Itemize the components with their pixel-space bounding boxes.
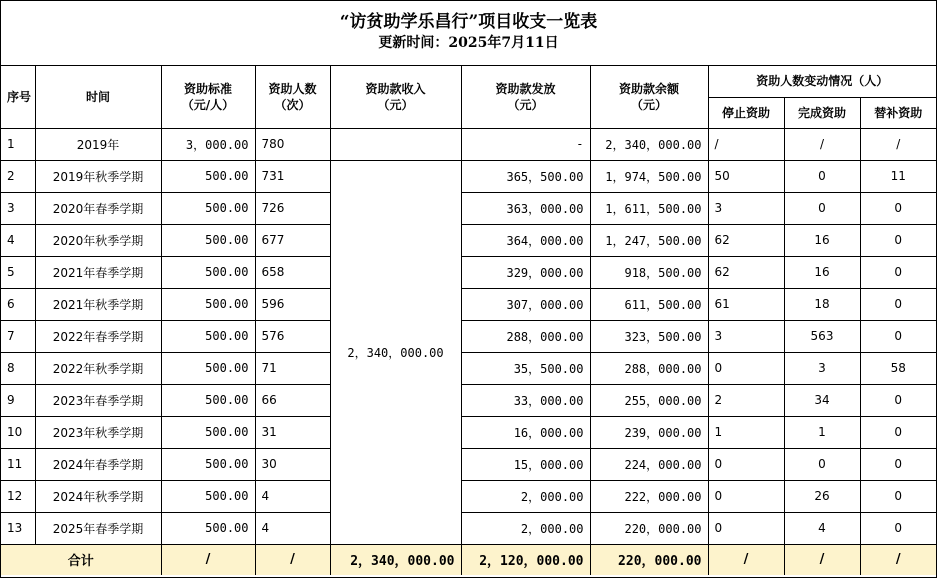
cell-income-blank[interactable] xyxy=(330,128,461,160)
cell-balance[interactable]: 288，000.00 xyxy=(590,352,708,384)
table-row xyxy=(1,160,936,192)
cell-seq[interactable]: 1 xyxy=(1,128,35,160)
cell-seq[interactable]: 4 xyxy=(1,224,35,256)
cell-completed[interactable]: 0 xyxy=(784,192,860,224)
header-count-line2: （次） xyxy=(274,97,311,112)
header-standard-line1: 资助标准 xyxy=(183,81,232,96)
cell-added[interactable]: 0 xyxy=(860,320,936,352)
cell-completed[interactable]: 34 xyxy=(784,384,860,416)
cell-balance[interactable]: 255，000.00 xyxy=(590,384,708,416)
header-standard-line2: （元/人） xyxy=(181,97,235,112)
total-added[interactable]: / xyxy=(860,544,936,575)
cell-standard[interactable]: 500.00 xyxy=(161,192,255,224)
cell-seq[interactable]: 7 xyxy=(1,320,35,352)
cell-standard[interactable]: 500.00 xyxy=(161,512,255,544)
header-added[interactable]: 替补资助 xyxy=(860,97,936,128)
cell-payout[interactable]: 2，000.00 xyxy=(461,480,590,512)
cell-stopped[interactable]: 0 xyxy=(708,480,784,512)
header-balance-line2: （元） xyxy=(630,97,667,112)
cell-added[interactable]: 0 xyxy=(860,288,936,320)
cell-payout[interactable]: 307，000.00 xyxy=(461,288,590,320)
cell-standard[interactable]: 500.00 xyxy=(161,416,255,448)
cell-payout[interactable]: 2，000.00 xyxy=(461,512,590,544)
table-body xyxy=(1,128,936,575)
cell-count[interactable]: 780 xyxy=(255,128,330,160)
cell-added[interactable]: 0 xyxy=(860,448,936,480)
cell-payout[interactable]: - xyxy=(461,128,590,160)
cell-completed[interactable]: 1 xyxy=(784,416,860,448)
cell-time[interactable]: 2024年春季学期 xyxy=(35,448,161,480)
cell-balance[interactable]: 220，000.00 xyxy=(590,512,708,544)
cell-stopped[interactable]: 3 xyxy=(708,320,784,352)
cell-time[interactable]: 2019年秋季学期 xyxy=(35,160,161,192)
header-income-line1: 资助款收入 xyxy=(365,81,426,96)
cell-count[interactable]: 726 xyxy=(255,192,330,224)
cell-balance[interactable]: 918，500.00 xyxy=(590,256,708,288)
cell-completed[interactable]: / xyxy=(784,128,860,160)
table-row xyxy=(1,384,936,416)
cell-seq[interactable]: 3 xyxy=(1,192,35,224)
cell-payout[interactable]: 329，000.00 xyxy=(461,256,590,288)
page-title: “访贫助学乐昌行”项目收支一览表 xyxy=(339,12,598,32)
cell-seq[interactable]: 6 xyxy=(1,288,35,320)
cell-seq[interactable]: 12 xyxy=(1,480,35,512)
cell-count[interactable]: 71 xyxy=(255,352,330,384)
title-block xyxy=(1,1,936,66)
cell-seq[interactable]: 8 xyxy=(1,352,35,384)
cell-payout[interactable]: 363，000.00 xyxy=(461,192,590,224)
cell-standard[interactable]: 500.00 xyxy=(161,288,255,320)
cell-seq[interactable]: 2 xyxy=(1,160,35,192)
cell-time[interactable]: 2023年春季学期 xyxy=(35,384,161,416)
cell-completed[interactable]: 4 xyxy=(784,512,860,544)
header-stopped[interactable]: 停止资助 xyxy=(708,97,784,128)
cell-count[interactable]: 677 xyxy=(255,224,330,256)
cell-added[interactable]: 0 xyxy=(860,512,936,544)
cell-time[interactable]: 2022年秋季学期 xyxy=(35,352,161,384)
cell-time[interactable]: 2020年秋季学期 xyxy=(35,224,161,256)
total-income[interactable]: 2，340，000.00 xyxy=(330,544,461,575)
cell-completed[interactable]: 16 xyxy=(784,224,860,256)
total-label[interactable]: 合计 xyxy=(1,544,161,575)
table-row xyxy=(1,480,936,512)
header-payout-line1: 资助款发放 xyxy=(495,81,556,96)
header-completed[interactable]: 完成资助 xyxy=(784,97,860,128)
cell-count[interactable]: 4 xyxy=(255,480,330,512)
header-income-line2: （元） xyxy=(377,97,414,112)
header-count-line1: 资助人数 xyxy=(268,81,317,96)
cell-stopped[interactable]: 61 xyxy=(708,288,784,320)
cell-time[interactable]: 2020年春季学期 xyxy=(35,192,161,224)
header-standard[interactable] xyxy=(161,66,255,128)
cell-payout[interactable]: 35，500.00 xyxy=(461,352,590,384)
cell-completed[interactable]: 3 xyxy=(784,352,860,384)
total-standard[interactable]: / xyxy=(161,544,255,575)
cell-added[interactable]: 0 xyxy=(860,416,936,448)
header-payout[interactable] xyxy=(461,66,590,128)
table-row xyxy=(1,320,936,352)
cell-stopped[interactable]: 1 xyxy=(708,416,784,448)
cell-payout[interactable]: 15，000.00 xyxy=(461,448,590,480)
table-row xyxy=(1,352,936,384)
cell-time[interactable]: 2024年秋季学期 xyxy=(35,480,161,512)
cell-completed[interactable]: 18 xyxy=(784,288,860,320)
cell-standard[interactable]: 500.00 xyxy=(161,320,255,352)
cell-stopped[interactable]: 62 xyxy=(708,224,784,256)
table-row xyxy=(1,128,936,160)
cell-completed[interactable]: 0 xyxy=(784,448,860,480)
table-row xyxy=(1,224,936,256)
cell-balance[interactable]: 1，974，500.00 xyxy=(590,160,708,192)
cell-completed[interactable]: 26 xyxy=(784,480,860,512)
cell-standard[interactable]: 3，000.00 xyxy=(161,128,255,160)
cell-added[interactable]: 0 xyxy=(860,192,936,224)
table-row xyxy=(1,416,936,448)
total-completed[interactable]: / xyxy=(784,544,860,575)
cell-balance[interactable]: 1，247，500.00 xyxy=(590,224,708,256)
total-stopped[interactable]: / xyxy=(708,544,784,575)
cell-count[interactable]: 66 xyxy=(255,384,330,416)
table-row xyxy=(1,256,936,288)
cell-seq[interactable]: 5 xyxy=(1,256,35,288)
cell-payout[interactable]: 33，000.00 xyxy=(461,384,590,416)
cell-completed[interactable]: 0 xyxy=(784,160,860,192)
cell-payout[interactable]: 365，500.00 xyxy=(461,160,590,192)
update-date: 更新时间：2025年7月11日 xyxy=(378,35,559,51)
table-row xyxy=(1,288,936,320)
total-payout[interactable]: 2，120，000.00 xyxy=(461,544,590,575)
header-time[interactable]: 时间 xyxy=(35,66,161,128)
cell-completed[interactable]: 16 xyxy=(784,256,860,288)
cell-seq[interactable]: 13 xyxy=(1,512,35,544)
cell-balance[interactable]: 323，500.00 xyxy=(590,320,708,352)
cell-stopped[interactable]: 0 xyxy=(708,448,784,480)
cell-added[interactable]: 0 xyxy=(860,224,936,256)
cell-time[interactable]: 2025年春季学期 xyxy=(35,512,161,544)
total-count[interactable]: / xyxy=(255,544,330,575)
cell-balance[interactable]: 2，340，000.00 xyxy=(590,128,708,160)
cell-balance[interactable]: 239，000.00 xyxy=(590,416,708,448)
cell-count[interactable]: 30 xyxy=(255,448,330,480)
cell-standard[interactable]: 500.00 xyxy=(161,480,255,512)
table-row xyxy=(1,448,936,480)
cell-stopped[interactable]: 0 xyxy=(708,512,784,544)
cell-count[interactable]: 31 xyxy=(255,416,330,448)
ledger-table xyxy=(1,66,936,575)
cell-added[interactable]: / xyxy=(860,128,936,160)
cell-added[interactable]: 11 xyxy=(860,160,936,192)
cell-added[interactable]: 58 xyxy=(860,352,936,384)
cell-stopped[interactable]: 0 xyxy=(708,352,784,384)
cell-payout[interactable]: 364，000.00 xyxy=(461,224,590,256)
cell-standard[interactable]: 500.00 xyxy=(161,160,255,192)
cell-payout[interactable]: 288，000.00 xyxy=(461,320,590,352)
cell-seq[interactable]: 11 xyxy=(1,448,35,480)
header-count[interactable] xyxy=(255,66,330,128)
cell-stopped[interactable]: 2 xyxy=(708,384,784,416)
cell-added[interactable]: 0 xyxy=(860,256,936,288)
cell-time[interactable]: 2022年春季学期 xyxy=(35,320,161,352)
header-change-group[interactable]: 资助人数变动情况（人） xyxy=(708,66,936,97)
total-row xyxy=(1,544,936,575)
cell-income-merged[interactable]: 2，340，000.00 xyxy=(330,160,461,544)
cell-standard[interactable]: 500.00 xyxy=(161,384,255,416)
total-balance[interactable]: 220，000.00 xyxy=(590,544,708,575)
cell-seq[interactable]: 9 xyxy=(1,384,35,416)
cell-balance[interactable]: 1，611，500.00 xyxy=(590,192,708,224)
header-balance[interactable] xyxy=(590,66,708,128)
cell-balance[interactable]: 611，500.00 xyxy=(590,288,708,320)
header-seq[interactable]: 序号 xyxy=(1,66,35,128)
cell-time[interactable]: 2019年 xyxy=(35,128,161,160)
cell-standard[interactable]: 500.00 xyxy=(161,256,255,288)
cell-stopped[interactable]: / xyxy=(708,128,784,160)
cell-completed[interactable]: 563 xyxy=(784,320,860,352)
cell-balance[interactable]: 222，000.00 xyxy=(590,480,708,512)
cell-time[interactable]: 2021年春季学期 xyxy=(35,256,161,288)
cell-count[interactable]: 658 xyxy=(255,256,330,288)
header-payout-line2: （元） xyxy=(507,97,544,112)
cell-time[interactable]: 2023年秋季学期 xyxy=(35,416,161,448)
cell-seq[interactable]: 10 xyxy=(1,416,35,448)
header-balance-line1: 资助款余额 xyxy=(618,81,679,96)
cell-count[interactable]: 596 xyxy=(255,288,330,320)
cell-added[interactable]: 0 xyxy=(860,480,936,512)
cell-count[interactable]: 576 xyxy=(255,320,330,352)
cell-standard[interactable]: 500.00 xyxy=(161,448,255,480)
cell-count[interactable]: 4 xyxy=(255,512,330,544)
cell-payout[interactable]: 16，000.00 xyxy=(461,416,590,448)
cell-standard[interactable]: 500.00 xyxy=(161,352,255,384)
table-row xyxy=(1,192,936,224)
cell-balance[interactable]: 224，000.00 xyxy=(590,448,708,480)
cell-added[interactable]: 0 xyxy=(860,384,936,416)
cell-standard[interactable]: 500.00 xyxy=(161,224,255,256)
header-income[interactable] xyxy=(330,66,461,128)
cell-stopped[interactable]: 62 xyxy=(708,256,784,288)
cell-stopped[interactable]: 50 xyxy=(708,160,784,192)
table-row xyxy=(1,512,936,544)
cell-stopped[interactable]: 3 xyxy=(708,192,784,224)
cell-time[interactable]: 2021年秋季学期 xyxy=(35,288,161,320)
cell-count[interactable]: 731 xyxy=(255,160,330,192)
